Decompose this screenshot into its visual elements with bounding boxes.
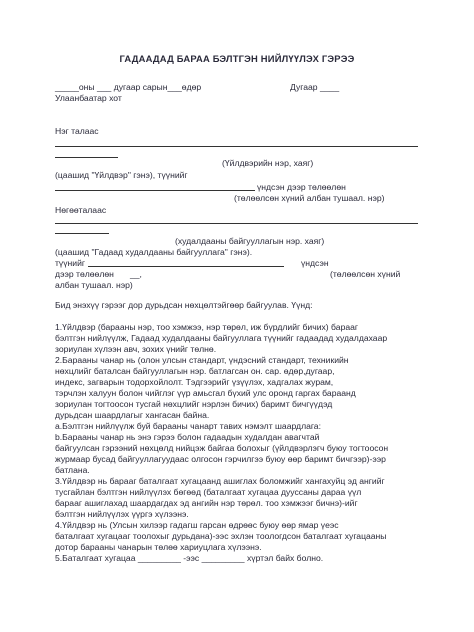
clause-line: а.Бэлтгэн нийлүүлж буй барааны чанарт тавих нэмэлт шаардлага: [55, 421, 321, 431]
clause-line: зориулан тогтоосон тусгай нөхцлийг нэрлэн бичих) баримт бичгүүдэд [55, 399, 333, 409]
contract-date-line: _____оны ___ дугаар сарын___өдөр [55, 82, 202, 92]
document-title: ГАДААДАД БАРАА БЭЛТГЭН НИЙЛҮҮЛЭХ ГЭРЭЭ [119, 53, 355, 64]
clause-line: дурьдсан шаардлагыг хангасан байна. [55, 410, 210, 420]
party1-factory-hint: (Үйлдвэрийн нэр, хаяг) [222, 158, 314, 168]
party1-rep-hint: (төлөөлсөн хүний албан тушаал. нэр) [234, 193, 385, 203]
clause-line: дотор барааны чанарын төлөө хариуцлага хүлээнэ. [55, 542, 262, 552]
party2-rep-hint-b: албан тушаал. нэр) [55, 280, 133, 290]
clause-line: тусгайлан бэлтгэн нийлүүлэх бөгөөд (баталгаат хугацаа дууссаны дараа үүл [55, 487, 362, 497]
clause-line: 4.Үйлдвэр нь (Улсын хилээр гадагш гарсан өдрөөс буюу өөр ямар үеэс [55, 520, 339, 530]
clause-line: батлана. [55, 465, 90, 475]
party2-rep-blank [88, 266, 284, 267]
clause-line: бэлтгэн нийлүүлж, Гадаад худалдааны байгууллага түүнийг гадаадад худалдахаар [55, 333, 388, 343]
party1-blank-line [55, 146, 418, 147]
party2-rep-line-blank: __, [130, 269, 142, 279]
contract-city: Улаанбаатар хот [55, 93, 122, 103]
clause-line: байгуулсан гэрээний нөхцөлд нийцэж байгаа болохыг (үйлдвэрлэгч буюу тогтоосон [55, 443, 389, 453]
contract-number: Дугаар ____ [290, 82, 340, 92]
clause-line: 2.Барааны чанар нь (олон улсын стандарт, үндэсний стандарт, техникийн [55, 355, 349, 365]
party1-blank-line-short [55, 157, 118, 158]
clause-line: нөхцлийг баталсан байгууллагын нэр. батлагсан он. сар. өдөр,дугаар, [55, 366, 335, 376]
clause-line: 5.Баталгаат хугацаа _________ -ээс _________ хүртэл байх болно. [55, 553, 324, 563]
party2-basic: үндсэн [301, 258, 329, 268]
clause-line: индекс, загварын тодорхойлолт. Тэдгээрийг үзүүлэх, хадгалах журам, [55, 377, 334, 387]
clause-line: зориулан хүлээн авч, зохих үнийг төлнө. [55, 344, 217, 354]
party1-heading: Нэг талаас [55, 126, 99, 136]
clause-line: баталгаат хугацааг тоолохыг дурьдана)-ээс эхлэн тоологдсон баталгаат хугацааны [55, 531, 387, 541]
party2-rep-hint-a: (төлөөлсөн хүний [330, 269, 401, 279]
clause-line: тэрчлэн халуун болон чийглэг үүр амьсгал бүхий улс оронд гаргах бараанд [55, 388, 356, 398]
clause-line: журмаар бусад байгууллагуудаас олгосон гэрчилгээ буюу өөр баримт бичгээр)-ээр [55, 454, 386, 464]
intro-sentence: Бид энэхүү гэрээг дор дурьдсан нөхцөлтэйгөөр байгуулав. Үүнд: [55, 300, 313, 310]
party1-represented: үндсэн дээр төлөөлөн [257, 182, 346, 192]
clause-line: 3.Үйлдвэр нь барааг баталгаат хугацаанд ашиглах боломжийг хангахуйц эд ангийг [55, 476, 385, 486]
clause-line: барааг ашиглахад шаардагдах эд ангийн нэр төрөл. тоо хэмжээг бичнэ)-ийг [55, 498, 358, 508]
party2-rep-line: дээр төлөөлөн [55, 269, 114, 279]
party2-blank-line [55, 223, 418, 224]
party2-org-hint: (худалдааны байгууллагын нэр. хаяг) [175, 236, 325, 246]
party1-rep-blank [55, 190, 255, 191]
party2-hereinafter: (цаашид "Гадаад худалдааны байгууллага" гэнэ). [55, 247, 253, 257]
party2-blank-line-short [55, 233, 109, 234]
clause-line: 1.Үйлдвэр (барааны нэр, тоо хэмжээ, нэр төрөл, иж бүрдлийг бичих) барааг [55, 322, 359, 332]
party2-heading: Нөгөөталаас [55, 205, 107, 215]
clause-line: бэлтгэн нийлүүлэх үүргэ хүлээнэ. [55, 509, 189, 519]
party1-hereinafter: (цаашид "Үйлдвэр" гэнэ), түүнийг [55, 170, 188, 180]
clause-line: b.Барааны чанар нь энэ гэрээ болон гадаадын худалдан авагчтай [55, 432, 320, 442]
party2-his: түүнийг [55, 258, 86, 268]
